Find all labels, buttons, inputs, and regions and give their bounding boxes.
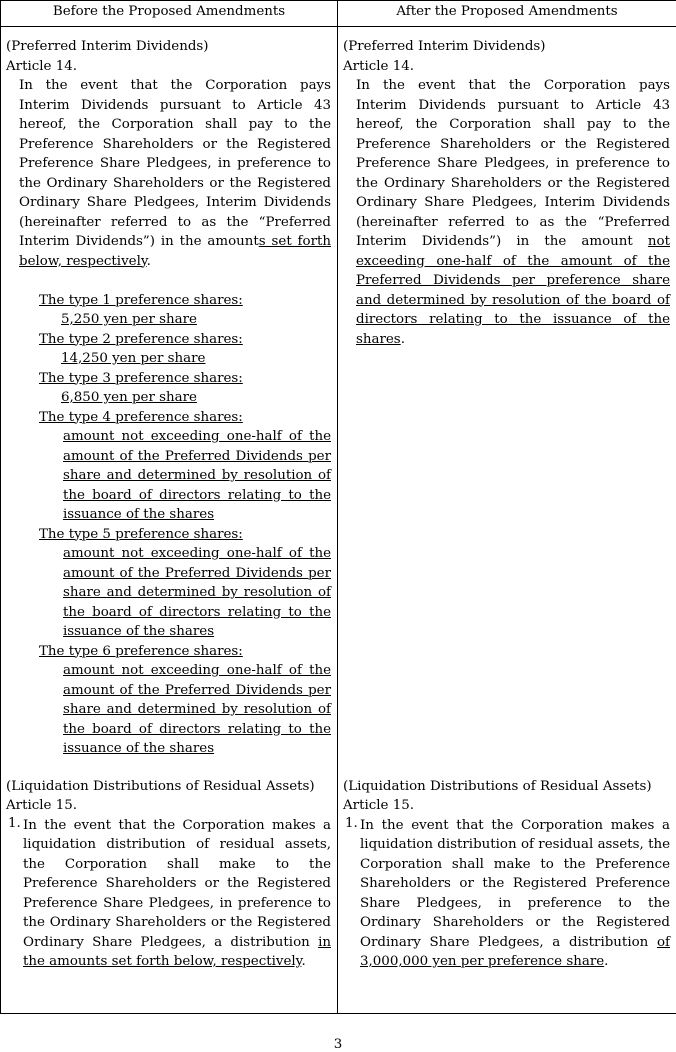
article-14-amended-text: not exceeding one-half of the amount of the Preferred Dividends per preference share and determined by resolution of the board of directors relating to the issuance of the shares	[356, 234, 670, 347]
article-15-number: Article 15.	[343, 796, 670, 816]
article-14-amended-text: s set forth below, respectively	[19, 234, 331, 269]
type-value: amount not exceeding one-half of the amount of the Preferred Dividends per share and determined by resolution of the board of directors relating to the issuance of the shares	[63, 427, 331, 525]
article-15-heading: (Liquidation Distributions of Residual Assets)	[6, 777, 331, 797]
before-cell	[1, 27, 338, 1014]
after-cell	[338, 27, 676, 1014]
item-number: 1.	[345, 816, 360, 972]
article-15-text: In the event that the Corporation makes a liquidation distribution of residual assets, the Corporation shall make to the Preference Shareholders or the Registered Preference Share Pledgees, in preference to the Ordinary Shareholders or the Registered Ordinary Share Pledgees, a distribution	[360, 818, 670, 950]
spacer	[6, 759, 331, 777]
type-label: The type 1 preference shares:	[39, 291, 331, 311]
article-14-body	[19, 76, 331, 271]
type-label: The type 4 preference shares:	[39, 408, 331, 428]
type-value: 5,250 yen per share	[61, 310, 331, 330]
article-15-amended-text: of 3,000,000 yen per preference share	[360, 935, 670, 970]
article-14-number: Article 14.	[6, 57, 331, 77]
article-15-text: In the event that the Corporation makes a liquidation distribution of residual assets, the Corporation shall make to the Preference Shareholders or the Registered Preference Share Pledgees, in preference to the Ordinary Shareholders or the Registered Ordinary Share Pledgees, a distribution	[23, 818, 331, 950]
spacer	[343, 349, 670, 777]
article-15-item-1	[345, 816, 670, 972]
article-14-period: .	[401, 332, 405, 347]
type-value: 14,250 yen per share	[61, 349, 331, 369]
type-label: The type 6 preference shares:	[39, 642, 331, 662]
type-value: 6,850 yen per share	[61, 388, 331, 408]
article-14-heading: (Preferred Interim Dividends)	[6, 37, 331, 57]
type-value: amount not exceeding one-half of the amount of the Preferred Dividends per share and determined by resolution of the board of directors relating to the issuance of the shares	[63, 544, 331, 642]
article-15-period: .	[604, 954, 608, 969]
page-number: 3	[0, 1037, 676, 1052]
article-15-body	[360, 816, 670, 972]
article-14-text: In the event that the Corporation pays Interim Dividends pursuant to Article 43 hereof, the Corporation shall pay to the Preference Shareholders or the Registered Preference Share Pledgees, in preference to the Ordinary Shareholders or the Registered Ordinary Share Pledgees, Interim Dividends (hereinafter referred to as the “Preferred Interim Dividends”) in the amount	[19, 78, 331, 249]
type-label: The type 5 preference shares:	[39, 525, 331, 545]
article-15-heading: (Liquidation Distributions of Residual Assets)	[343, 777, 670, 797]
article-15-item-1	[8, 816, 331, 972]
article-14-number: Article 14.	[343, 57, 670, 77]
article-15-body	[23, 816, 331, 972]
article-14-period: .	[147, 254, 151, 269]
article-14-text: In the event that the Corporation pays Interim Dividends pursuant to Article 43 hereof, the Corporation shall pay to the Preference Shareholders or the Registered Preference Share Pledgees, in preference to the Ordinary Shareholders or the Registered Ordinary Share Pledgees, Interim Dividends (hereinafter referred to as the “Preferred Interim Dividends”) in the amount	[356, 78, 670, 249]
content-row	[1, 27, 676, 1014]
article-15-amended-text: in the amounts set forth below, respectively	[23, 935, 331, 970]
type-label: The type 3 preference shares:	[39, 369, 331, 389]
article-14-heading: (Preferred Interim Dividends)	[343, 37, 670, 57]
item-number: 1.	[8, 816, 23, 972]
article-15-number: Article 15.	[6, 796, 331, 816]
preference-type-list	[39, 291, 331, 759]
before-column-header: Before the Proposed Amendments	[1, 1, 338, 27]
type-value: amount not exceeding one-half of the amount of the Preferred Dividends per share and determined by resolution of the board of directors relating to the issuance of the shares	[63, 661, 331, 759]
type-label: The type 2 preference shares:	[39, 330, 331, 350]
spacer	[6, 271, 331, 291]
header-row	[1, 1, 676, 27]
article-15-period: .	[301, 954, 305, 969]
article-14-body	[356, 76, 670, 349]
after-column-header: After the Proposed Amendments	[338, 1, 676, 27]
